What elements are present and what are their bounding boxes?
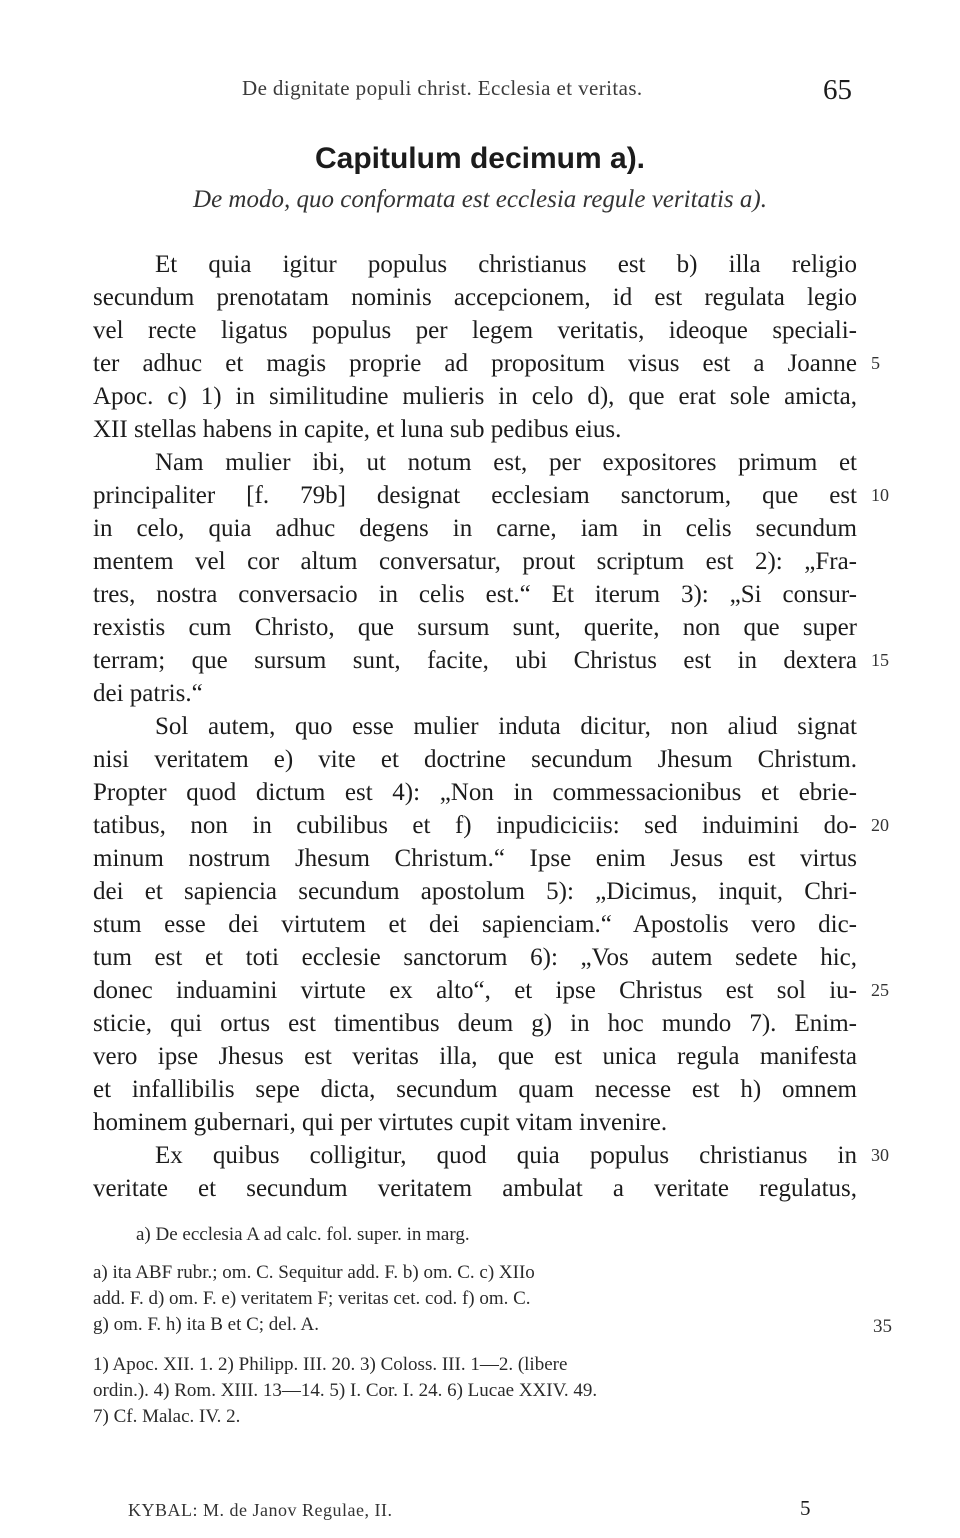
footnote-line: g) om. F. h) ita B et C; del. A. bbox=[93, 1314, 319, 1335]
body-line: Ex quibus colligitur, quod quia populus christianus in bbox=[155, 1142, 857, 1169]
body-line: mentem vel cor altum conversatur, prout scriptum est 2): „Fra- bbox=[93, 548, 857, 575]
body-line: nisi veritatem e) vite et doctrine secundum Jhesum Christum. bbox=[93, 746, 857, 773]
line-number: 20 bbox=[871, 815, 889, 835]
body-line: ter adhuc et magis proprie ad propositum visus est a Joanne bbox=[93, 350, 857, 377]
footnote-number: 35 bbox=[873, 1316, 892, 1337]
body-line: hominem gubernari, qui per virtutes cupit vitam invenire. bbox=[93, 1109, 668, 1136]
body-line: Nam mulier ibi, ut notum est, per expositores primum et bbox=[155, 449, 857, 476]
body-line: Et quia igitur populus christianus est b) illa religio bbox=[155, 251, 857, 278]
body-line: principaliter [f. 79b] designat ecclesiam sanctorum, que est bbox=[93, 482, 857, 509]
body-line: in celo, quia adhuc degens in carne, iam in celis secundum bbox=[93, 515, 857, 542]
signature: KYBAL: M. de Janov Regulae, II. bbox=[128, 1500, 393, 1520]
body-line: tatibus, non in cubilibus et f) inpudiciciis: sed induimini do- bbox=[93, 812, 857, 839]
chapter-subtitle: De modo, quo conformata est ecclesia regule veritatis a). bbox=[193, 186, 767, 213]
body-line: vel recte ligatus populus per legem veritatis, ideoque speciali- bbox=[93, 317, 857, 344]
body-line: stum esse dei virtutem et dei sapienciam.“ Apostolis vero dic- bbox=[93, 911, 857, 938]
body-line: tum est et toti ecclesie sanctorum 6): „Vos autem sedete hic, bbox=[93, 944, 857, 971]
body-line: sticie, qui ortus est timentibus deum g) in hoc mundo 7). Enim- bbox=[93, 1010, 857, 1037]
line-number: 5 bbox=[871, 353, 880, 373]
line-number: 30 bbox=[871, 1145, 889, 1165]
body-line: vero ipse Jhesus est veritas illa, que est unica regula manifesta bbox=[93, 1043, 857, 1070]
body-line: tres, nostra conversacio in celis est.“ Et iterum 3): „Si consur- bbox=[93, 581, 857, 608]
body-line: dei et sapiencia secundum apostolum 5): „Dicimus, inquit, Chri- bbox=[93, 878, 857, 905]
footnote-line: a) De ecclesia A ad calc. fol. super. in marg. bbox=[136, 1224, 470, 1245]
footnote-line: 1) Apoc. XII. 1. 2) Philipp. III. 20. 3) Coloss. III. 1—2. (libere bbox=[93, 1354, 568, 1375]
footnote-line: 7) Cf. Malac. IV. 2. bbox=[93, 1406, 241, 1427]
body-line: Sol autem, quo esse mulier induta dicitur, non aliud signat bbox=[155, 713, 857, 740]
body-line: veritate et secundum veritatem ambulat a veritate regulatus, bbox=[93, 1175, 857, 1202]
line-number: 25 bbox=[871, 980, 889, 1000]
footnote-line: add. F. d) om. F. e) veritatem F; veritas cet. cod. f) om. C. bbox=[93, 1288, 531, 1309]
body-line: dei patris.“ bbox=[93, 680, 203, 707]
chapter-title: Capitulum decimum a). bbox=[314, 142, 646, 175]
body-line: et infallibilis sepe dicta, secundum quam necesse est h) omnem bbox=[93, 1076, 857, 1103]
body-line: minum nostrum Jhesum Christum.“ Ipse enim Jesus est virtus bbox=[93, 845, 857, 872]
sheet-number: 5 bbox=[800, 1496, 811, 1520]
footnote-line: ordin.). 4) Rom. XIII. 13—14. 5) I. Cor. I. 24. 6) Lucae XXIV. 49. bbox=[93, 1380, 598, 1401]
body-line: rexistis cum Christo, que sursum sunt, querite, non que super bbox=[93, 614, 857, 641]
body-line: Apoc. c) 1) in similitudine mulieris in celo d), que erat sole amicta, bbox=[93, 383, 857, 410]
running-head: De dignitate populi christ. Ecclesia et veritas. bbox=[242, 76, 643, 100]
body-line: secundum prenotatam nominis accepcionem, id est regulata legio bbox=[93, 284, 857, 311]
body-line: Propter quod dictum est 4): „Non in commessacionibus et ebrie- bbox=[93, 779, 857, 806]
body-line: donec induamini virtute ex alto“, et ipse Christus est sol iu- bbox=[93, 977, 857, 1004]
body-line: terram; que sursum sunt, facite, ubi Christus est in dextera bbox=[93, 647, 857, 674]
footnote-line: a) ita ABF rubr.; om. C. Sequitur add. F. b) om. C. c) XIIo bbox=[93, 1262, 535, 1283]
page-number: 65 bbox=[823, 74, 852, 106]
line-number: 15 bbox=[871, 650, 889, 670]
body-line: XII stellas habens in capite, et luna sub pedibus eius. bbox=[93, 416, 622, 443]
line-number: 10 bbox=[871, 485, 889, 505]
